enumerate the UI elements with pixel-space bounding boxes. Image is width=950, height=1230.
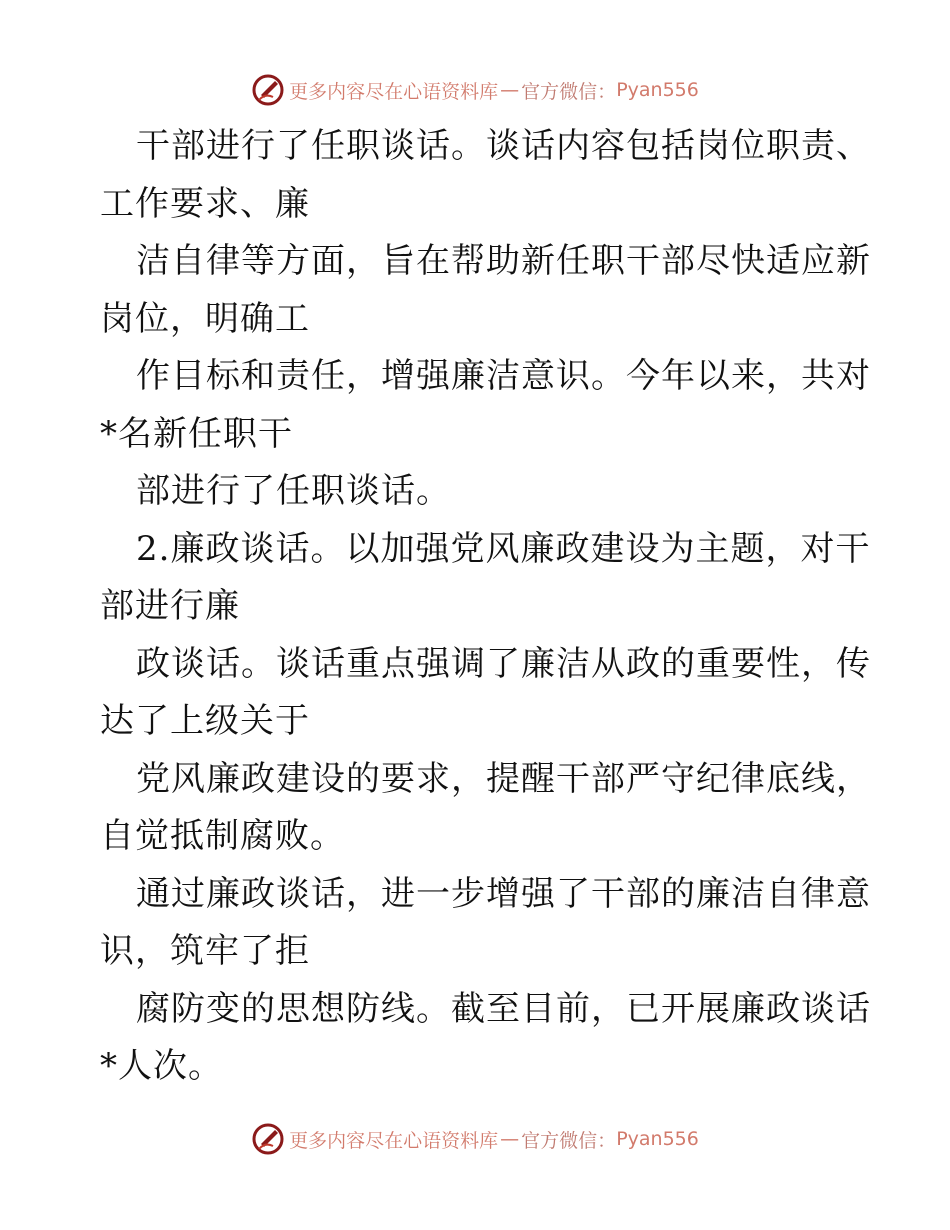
body-line: 部进行了任职谈话。 bbox=[136, 471, 451, 511]
body-line: 岗位，明确工 bbox=[100, 298, 310, 339]
body-line: *名新任职干 bbox=[100, 413, 293, 454]
banner-site-text: 更多内容尽在心语资料库 bbox=[289, 80, 499, 103]
document-body bbox=[100, 118, 871, 1096]
banner-separator: — bbox=[500, 1128, 520, 1150]
body-line: 通过廉政谈话，进一步增强了干部的廉洁自律意 bbox=[136, 873, 871, 914]
footer-banner bbox=[0, 1119, 950, 1159]
banner-wechat-id: Pyan556 bbox=[616, 79, 699, 101]
header-banner bbox=[0, 70, 950, 110]
body-line: 工作要求、廉 bbox=[100, 183, 310, 224]
banner-wechat-label: 官方微信： bbox=[521, 1129, 617, 1152]
body-line: 政谈话。谈话重点强调了廉洁从政的重要性，传 bbox=[136, 643, 871, 684]
banner-site-text: 更多内容尽在心语资料库 bbox=[289, 1129, 499, 1152]
body-line: 作目标和责任，增强廉洁意识。今年以来，共对 bbox=[136, 356, 871, 396]
body-line: 干部进行了任职谈话。谈话内容包括岗位职责、 bbox=[136, 126, 871, 166]
banner-wechat-label: 官方微信： bbox=[521, 80, 617, 103]
body-line: 部进行廉 bbox=[100, 586, 240, 626]
logo-icon bbox=[251, 1122, 285, 1156]
banner-separator: — bbox=[500, 79, 520, 101]
body-line: 洁自律等方面，旨在帮助新任职干部尽快适应新 bbox=[136, 241, 871, 281]
body-line: 识，筑牢了拒 bbox=[100, 931, 310, 971]
body-line: *人次。 bbox=[100, 1046, 223, 1086]
body-line: 腐防变的思想防线。截至目前，已开展廉政谈话 bbox=[136, 988, 871, 1029]
banner-wechat-id: Pyan556 bbox=[616, 1128, 699, 1150]
body-line: 2.廉政谈话。以加强党风廉政建设为主题，对干 bbox=[136, 528, 871, 569]
body-line: 达了上级关于 bbox=[100, 701, 310, 741]
body-line: 党风廉政建设的要求，提醒干部严守纪律底线， bbox=[136, 758, 871, 799]
body-line: 自觉抵制腐败。 bbox=[100, 816, 345, 856]
logo-icon bbox=[251, 73, 285, 107]
